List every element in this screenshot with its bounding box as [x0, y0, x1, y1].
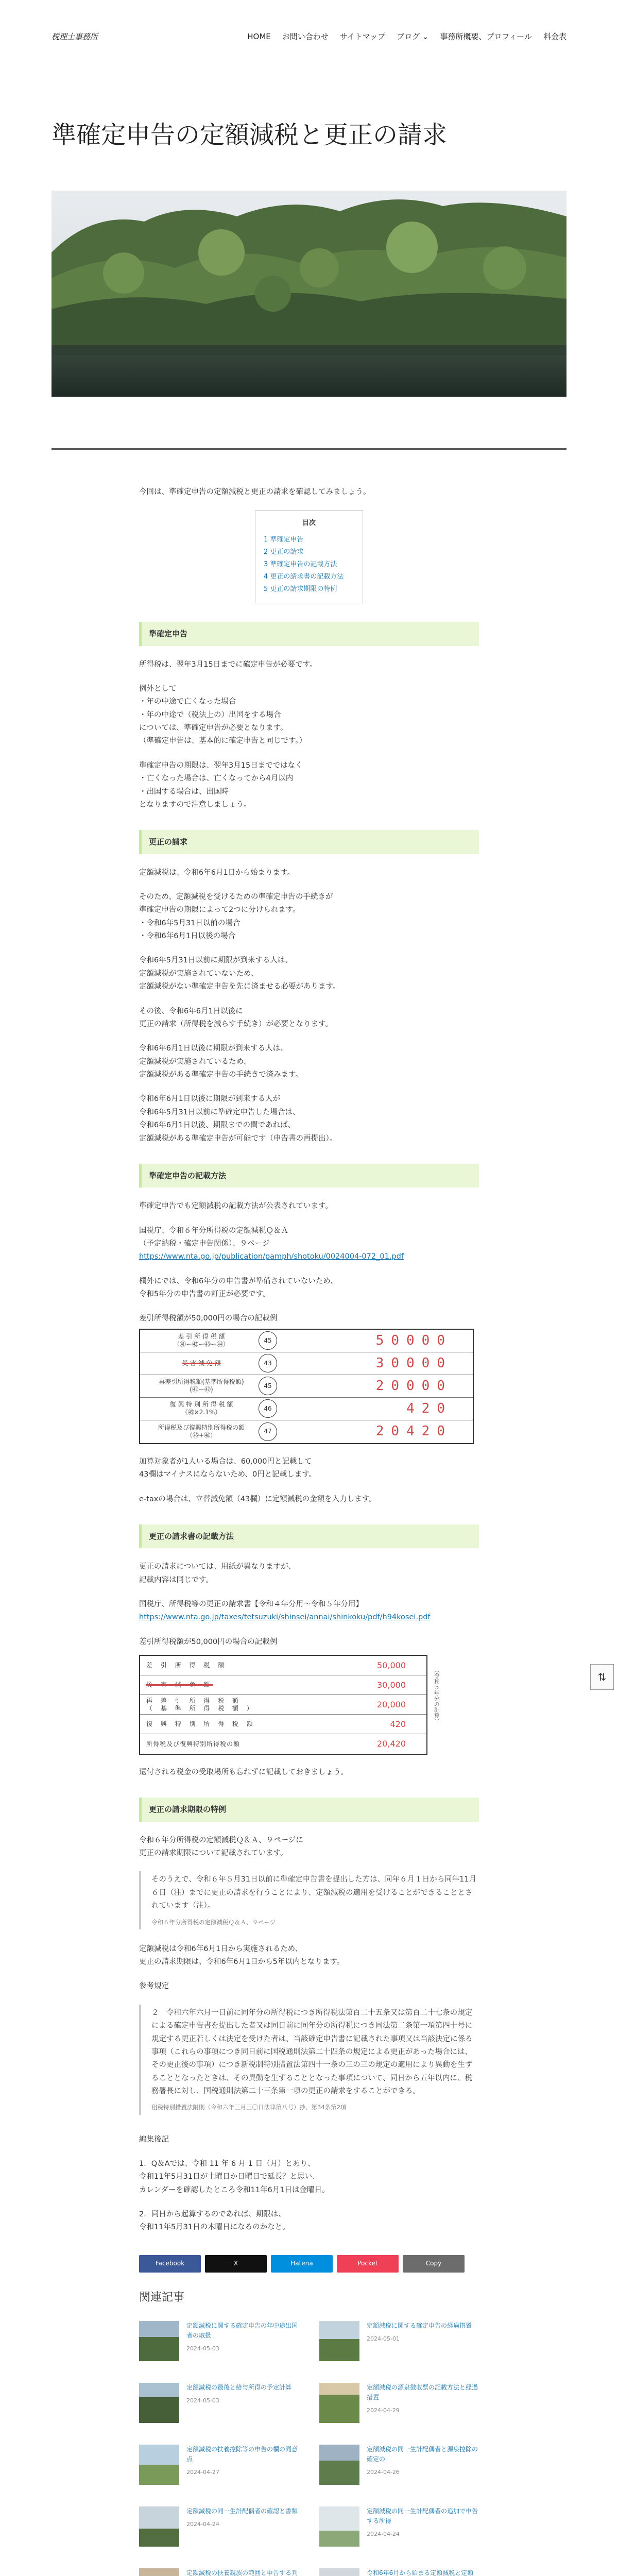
paragraph: 所得税は、翌年3月15日までに確定申告が必要です。	[139, 660, 317, 669]
nav-profile[interactable]: 事務所概要、プロフィール	[440, 32, 532, 41]
quote-text: ２ 令和六年六月一日前に同年分の所得税につき所得税法第百二十五条又は第百二十七条の規定による確定申告書を提出した者又は同日前に同年分の所得税につき同法第二条第一項第四十号に規定する更正若しくは決定を受けた者は、当該確定申告書に記載された事項又は当該決定に係る事項（これらの事項につき同日前に国税通則法第二十四条の規定による更正があった場合には、その更正後の事項）につき新税制特別措置法第四十一条の三の三の規定の適用により異動を生ずることとなったときは、その異動を生ずることとなった事項について、同日から五年以内に、税務署長に対し、国税通則法第二十三条第一項の更正の請求をすることができる。	[151, 2008, 473, 2096]
form-row-value: 50,000	[377, 1660, 406, 1670]
toc-item[interactable]: 1 準確定申告	[264, 536, 304, 544]
intro-text: 今回は、準確定申告の定額減税と更正の請求を確認してみましょう。	[139, 488, 371, 496]
share-label: Hatena	[290, 2260, 313, 2267]
form-row-label: 復 興 特 別 所 得 税 額	[146, 1720, 256, 1728]
form-row-number: 46	[259, 1399, 277, 1418]
related-post-title[interactable]: 定額減税の扶養親族の範囲と申告する判	[186, 2569, 298, 2576]
nav-blog[interactable]: ブログ ⌄	[397, 32, 429, 41]
related-title: 関連記事	[139, 2291, 185, 2304]
related-post-date: 2024-04-24	[186, 2520, 219, 2528]
form-row	[140, 1330, 473, 1352]
related-post-title[interactable]: 令和6年6月から始まる定額減税と定額	[367, 2569, 474, 2576]
blockquote	[139, 2005, 479, 2115]
quote-cite: 令和６年分所得税の定額減税Ｑ＆Ａ、９ページ	[151, 1918, 276, 1926]
nta-qa-link[interactable]: https://www.nta.go.jp/publication/pamph/shotoku/0024004-072_01.pdf	[139, 1252, 404, 1261]
related-post[interactable]	[139, 2383, 299, 2423]
related-posts	[139, 2321, 479, 2576]
form-row-label: 差 引 所 得 税 額	[146, 1662, 228, 1669]
paragraph: 定額減税は、令和6年6月1日から始まります。	[139, 868, 295, 877]
related-thumbnail[interactable]	[319, 2383, 359, 2423]
scroll-icon[interactable]: ⇅	[590, 1664, 614, 1690]
share-label: Facebook	[155, 2260, 185, 2267]
form-row	[140, 1675, 426, 1695]
nav-contact[interactable]: お問い合わせ	[282, 32, 329, 41]
source-text: 国税庁、令和６年分所得税の定額減税Ｑ＆Ａ （予定納税・確定申告関係）、９ページ	[139, 1226, 288, 1248]
related-post-title[interactable]: 定額減税の扶養控除等の申告の欄の同意点	[186, 2446, 298, 2463]
related-post-date: 2024-05-01	[367, 2335, 400, 2342]
share-pocket-button[interactable]	[337, 2255, 399, 2273]
form-row	[140, 1656, 426, 1675]
form-row	[140, 1352, 473, 1375]
form-side-note: （令和５年分の計算）	[433, 1667, 440, 1724]
paragraph: 更正の請求については、用紙が異なりますが、 記載内容は同じです。	[139, 1563, 296, 1584]
site-logo[interactable]: 税理士事務所	[52, 32, 98, 41]
related-post-date: 2024-04-27	[186, 2468, 219, 2476]
related-thumbnail[interactable]	[319, 2445, 359, 2485]
form-row-number: 43	[259, 1354, 277, 1372]
toc-item[interactable]: 3 準確定申告の記載方法	[264, 561, 337, 569]
blockquote	[139, 1871, 479, 1929]
nav-pricing[interactable]: 料金表	[543, 32, 566, 41]
form-row-label: 災 害 減 免 額	[182, 1359, 221, 1367]
paragraph: 準確定申告の期限は、翌年3月15日までではなく ・亡くなった場合は、亡くなってから4月以内 ・出国する場合は、出国時 となりますので注意しましょう。	[139, 761, 303, 809]
paragraph: 参考規定	[139, 1982, 169, 1991]
related-thumbnail[interactable]	[319, 2321, 359, 2361]
section-heading: 準確定申告	[139, 622, 479, 646]
figure-caption: 差引所得税額が50,000円の場合の記載例	[139, 1314, 278, 1323]
paragraph: 1．Q＆Aでは、令和 11 年 6 月 1 日（月）とあり、 令和11年5月31日が土曜日か日曜日で延長？と思い、 カレンダーを確認したところ令和11年6月1日は金曜日。	[139, 2159, 330, 2194]
share-label: Pocket	[357, 2260, 378, 2267]
form-row	[140, 1715, 426, 1734]
figure-caption: 差引所得税額が50,000円の場合の記載例	[139, 1637, 278, 1646]
source-text: 国税庁、所得税等の更正の請求書【令和４年分用～令和５年分用】	[139, 1600, 363, 1608]
copy-link-button[interactable]	[403, 2255, 465, 2273]
form-row-value: 420	[390, 1719, 406, 1729]
related-post[interactable]	[319, 2568, 479, 2576]
related-post-title[interactable]: 定額減税に関する確定申告の年中途出国者の取扱	[186, 2322, 298, 2339]
page-title: 準確定申告の定額減税と更正の請求	[52, 121, 448, 149]
share-buttons	[139, 2255, 479, 2273]
paragraph: 定額減税は令和6年6月1日から実施されるため、 更正の請求期限は、令和6年6月1日から5年以内となります。	[139, 1944, 345, 1967]
paragraph: 令和6年6月1日以後に期限が到来する人は、 定額減税が実施されているため、 定額減税がある準確定申告の手続きで済みます。	[139, 1044, 303, 1079]
share-x-button[interactable]	[205, 2255, 267, 2273]
paragraph: e-taxの場合は、立替減免額（43欄）に定額減税の金額を入力します。	[139, 1495, 376, 1503]
related-thumbnail[interactable]	[139, 2383, 179, 2423]
share-facebook-button[interactable]	[139, 2255, 201, 2273]
form-row-label: 所得税及び復興特別所得税の額 （㊺+㊻）	[158, 1423, 245, 1439]
form-row-number: 45	[259, 1331, 277, 1350]
form-row-label: 災 害 減 免 額	[146, 1681, 213, 1689]
nav-sitemap[interactable]: サイトマップ	[339, 32, 386, 41]
quote-cite: 租税特別措置法附則（令和六年三月三〇日法律第八号）抄、第34条第2項	[151, 2104, 347, 2111]
post-content	[139, 450, 479, 2576]
related-post-title[interactable]: 定額減税に関する確定申告の経過措置	[367, 2322, 472, 2330]
section-heading: 更正の請求書の記載方法	[139, 1524, 479, 1548]
correction-form-table	[139, 1655, 427, 1755]
return-form-example	[139, 1329, 474, 1444]
paragraph: 加算対象者が1人いる場合は、60,000円と記載して 43欄はマイナスにならないため、0円と記載します。	[139, 1457, 317, 1479]
related-post-date: 2024-05-03	[186, 2345, 219, 2352]
share-hatena-button[interactable]	[271, 2255, 333, 2273]
related-post-date: 2024-05-03	[186, 2397, 219, 2404]
related-thumbnail[interactable]	[139, 2506, 179, 2547]
related-post[interactable]	[319, 2321, 479, 2361]
notes-heading: 編集後記	[139, 2135, 169, 2144]
form-row-label: 差 引 所 得 税 額 （㊶ー㊷ー㊸ー㊹）	[173, 1333, 229, 1348]
form-row	[140, 1398, 473, 1420]
related-post-title[interactable]: 定額減税の同一生計配偶者と源泉控除の確定の	[367, 2446, 478, 2463]
form-row-label: 再差引所得税額(基準所得税額) (㊶ー㊷)	[159, 1378, 244, 1394]
form-row	[140, 1695, 426, 1715]
share-label: Copy	[425, 2260, 442, 2267]
section-heading: 更正の請求	[139, 830, 479, 854]
form-row	[140, 1375, 473, 1398]
paragraph: 2．同日から起算するのであれば、期限は、 令和11年5月31日の木曜日になるのかなと。	[139, 2210, 290, 2232]
related-post[interactable]	[139, 2568, 299, 2576]
paragraph	[139, 1598, 479, 1624]
related-post[interactable]	[319, 2383, 479, 2423]
toc-item[interactable]: 4 更正の請求書の記載方法	[264, 573, 344, 581]
related-post-date: 2024-04-29	[367, 2406, 400, 2414]
paragraph: 令和６年分所得税の定額減税Ｑ＆Ａ、９ページに 更正の請求期限について記載されています。	[139, 1836, 303, 1858]
related-thumbnail[interactable]	[139, 2321, 179, 2361]
form-row-number: 45	[259, 1377, 277, 1395]
related-post[interactable]	[139, 2445, 299, 2485]
nta-correction-link[interactable]: https://www.nta.go.jp/taxes/tetsuzuki/shinsei/annai/shinkoku/pdf/h94kosei.pdf	[139, 1613, 431, 1622]
paragraph: 例外として ・年の中途で亡くなった場合 ・年の中途で（税法上の）出国をする場合 については、準確定申告が必要となります。 （準確定申告は、基本的に確定申告と同じです。）	[139, 684, 307, 745]
related-post-title[interactable]: 定額減税の最後と給与所得の予定計算	[186, 2384, 292, 2392]
form-row	[140, 1420, 473, 1443]
paragraph: 令和6年5月31日以前に期限が到来する人は、 定額減税が実施されていないため、 定額減税がない準確定申告を先に済ませる必要があります。	[139, 956, 340, 991]
table-of-contents	[255, 510, 363, 603]
share-label: X	[233, 2260, 238, 2267]
related-post-title[interactable]: 定額減税の同一生計配偶者の追加で申告する所得	[367, 2507, 478, 2524]
form-row-value: 20,420	[377, 1739, 406, 1749]
related-thumbnail[interactable]	[139, 2568, 179, 2576]
related-post[interactable]	[319, 2445, 479, 2485]
form-row-label: 復 興 特 別 所 得 税 額 （㊺×2.1%）	[169, 1401, 233, 1416]
main-nav	[247, 30, 566, 43]
form-row-value: 50000	[375, 1332, 452, 1348]
toc-title: 目次	[302, 519, 316, 528]
related-post[interactable]	[139, 2506, 299, 2547]
site-header	[0, 0, 618, 77]
form-row-number: 47	[259, 1422, 277, 1441]
form-row-label: 再 差 引 所 得 税 額 （ 基 準 所 得 税 額 ）	[146, 1697, 256, 1712]
form-row-value: 420	[406, 1400, 452, 1416]
related-post[interactable]	[319, 2506, 479, 2547]
related-post-title[interactable]: 定額減税の源泉徴収票の記載方法と経過措置	[367, 2384, 478, 2401]
toc-item[interactable]: 2 更正の請求	[264, 548, 304, 556]
form-row-value: 30000	[375, 1355, 452, 1371]
hero-image	[52, 191, 566, 397]
paragraph: 還付される税金の受取場所も忘れずに記載しておきましょう。	[139, 1768, 348, 1777]
nav-home[interactable]: HOME	[247, 32, 271, 41]
related-post[interactable]	[139, 2321, 299, 2361]
paragraph: その後、令和6年6月1日以後に 更正の請求（所得税を減らす手続き）が必要となります。	[139, 1007, 333, 1028]
quote-text: そのうえで、令和６年５月31日以前に準確定申告書を提出した方は、同年６月１日から同年11月６日（注）までに更正の請求を行うことにより、定額減税の適用を受けることができることとされています（注）。	[151, 1875, 477, 1910]
form-row-value: 20420	[375, 1423, 452, 1439]
related-thumbnail[interactable]	[319, 2568, 359, 2576]
form-row-value: 20,000	[377, 1699, 406, 1709]
paragraph: 令和6年6月1日以後に期限が到来する人が 令和6年5月31日以前に準確定申告した場合は、 令和6年6月1日以後、期限までの間であれば、 定額減税がある準確定申告が可能です（申告書の再提出）。	[139, 1095, 337, 1143]
related-thumbnail[interactable]	[139, 2445, 179, 2485]
form-row	[140, 1734, 426, 1754]
toc-item[interactable]: 5 更正の請求期限の特例	[264, 585, 337, 594]
section-heading: 更正の請求期限の特例	[139, 1798, 479, 1821]
form-row-value: 30,000	[377, 1680, 406, 1690]
related-thumbnail[interactable]	[319, 2506, 359, 2547]
form-row-label: 所得税及び復興特別所得税の額	[146, 1740, 241, 1748]
related-post-title[interactable]: 定額減税の同一生計配偶者の確認と書類	[186, 2507, 298, 2515]
paragraph: そのため、定額減税を受けるための準確定申告の手続きが 準確定申告の期限によって2つに分けられます。 ・令和6年5月31日以前の場合 ・令和6年6月1日以後の場合	[139, 892, 333, 941]
form-row-value: 20000	[375, 1378, 452, 1394]
section-heading: 準確定申告の記載方法	[139, 1164, 479, 1188]
related-post-date: 2024-04-26	[367, 2468, 400, 2476]
related-post-date: 2024-04-24	[367, 2530, 400, 2537]
paragraph: 準確定申告でも定額減税の記載方法が公表されています。	[139, 1202, 333, 1211]
correction-form-example	[139, 1652, 479, 1766]
paragraph	[139, 1225, 479, 1264]
paragraph: 欄外にでは、令和6年分の申告書が準備されていないため、 令和5年分の申告書の訂正が必要です。	[139, 1277, 338, 1299]
